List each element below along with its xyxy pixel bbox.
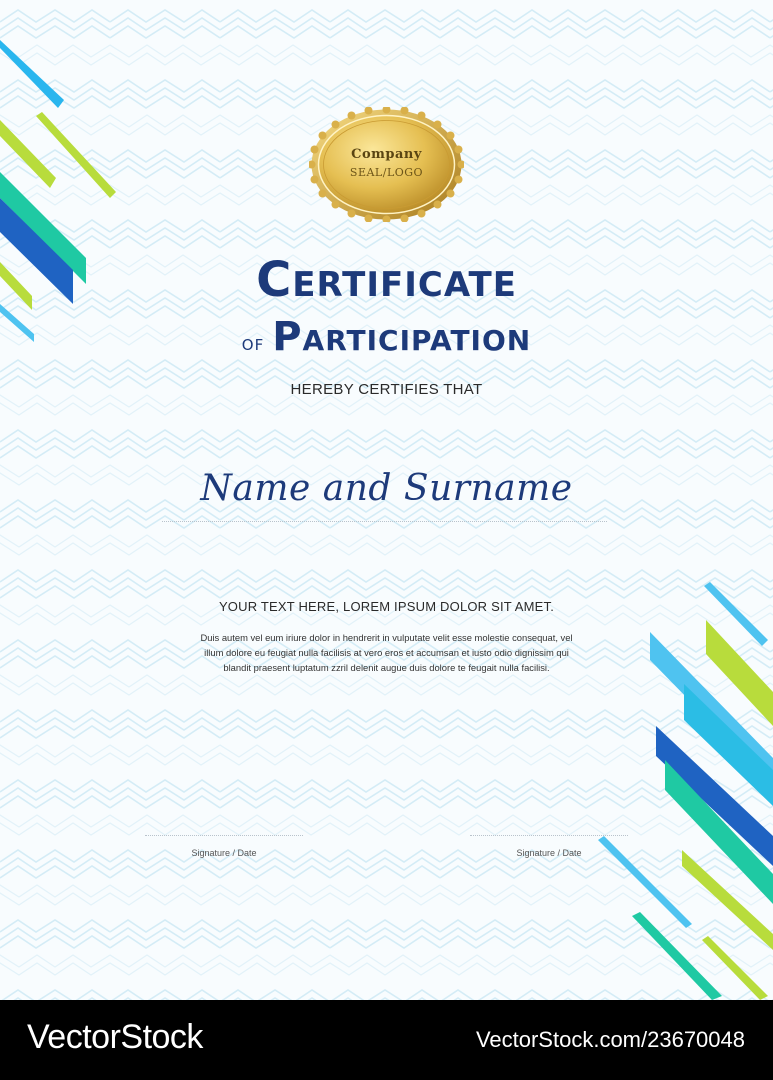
recipient-name: Name and Surname [200, 468, 573, 509]
image-id-text: VectorStock.com/23670048 [475, 1027, 745, 1052]
certificate-headline: YOUR TEXT HERE, LOREM IPSUM DOLOR SIT AMET. [218, 599, 555, 614]
hereby-certifies-text: HEREBY CERTIFIES THAT [290, 381, 483, 398]
seal-text [309, 146, 464, 182]
name-underline [162, 521, 607, 522]
signature-label-right: Signature / Date [516, 848, 582, 858]
vectorstock-logo: VectorStock [27, 1018, 203, 1056]
certificate-subtitle [0, 310, 773, 372]
seal-logo-text: SEAL/LOGO [349, 166, 424, 179]
body-line: blandit praesent luptatum zzril delenit augue duis dolore te feugait nulla facilisi. [223, 662, 550, 673]
title-word-participation: Participation [272, 314, 532, 360]
watermark-footer [0, 1000, 773, 1080]
body-line: Duis autem vel eum iriure dolor in hendrerit in vulputate velit esse molestie consequat, vel [200, 632, 573, 643]
certificate-title [0, 252, 773, 310]
bottom-right-stripes [598, 582, 773, 1000]
signature-line-right [470, 835, 628, 836]
signature-label-left: Signature / Date [191, 848, 257, 858]
title-word-certificate: Certificate [256, 252, 517, 308]
body-line: illum dolore eu feugiat nulla facilisis at vero eros et accumsan et iusto odio dignissim qui [204, 647, 569, 658]
title-word-of: of [241, 331, 265, 356]
certificate-body [158, 630, 615, 675]
seal-company-text: Company [351, 147, 422, 162]
signature-line-left [145, 835, 303, 836]
